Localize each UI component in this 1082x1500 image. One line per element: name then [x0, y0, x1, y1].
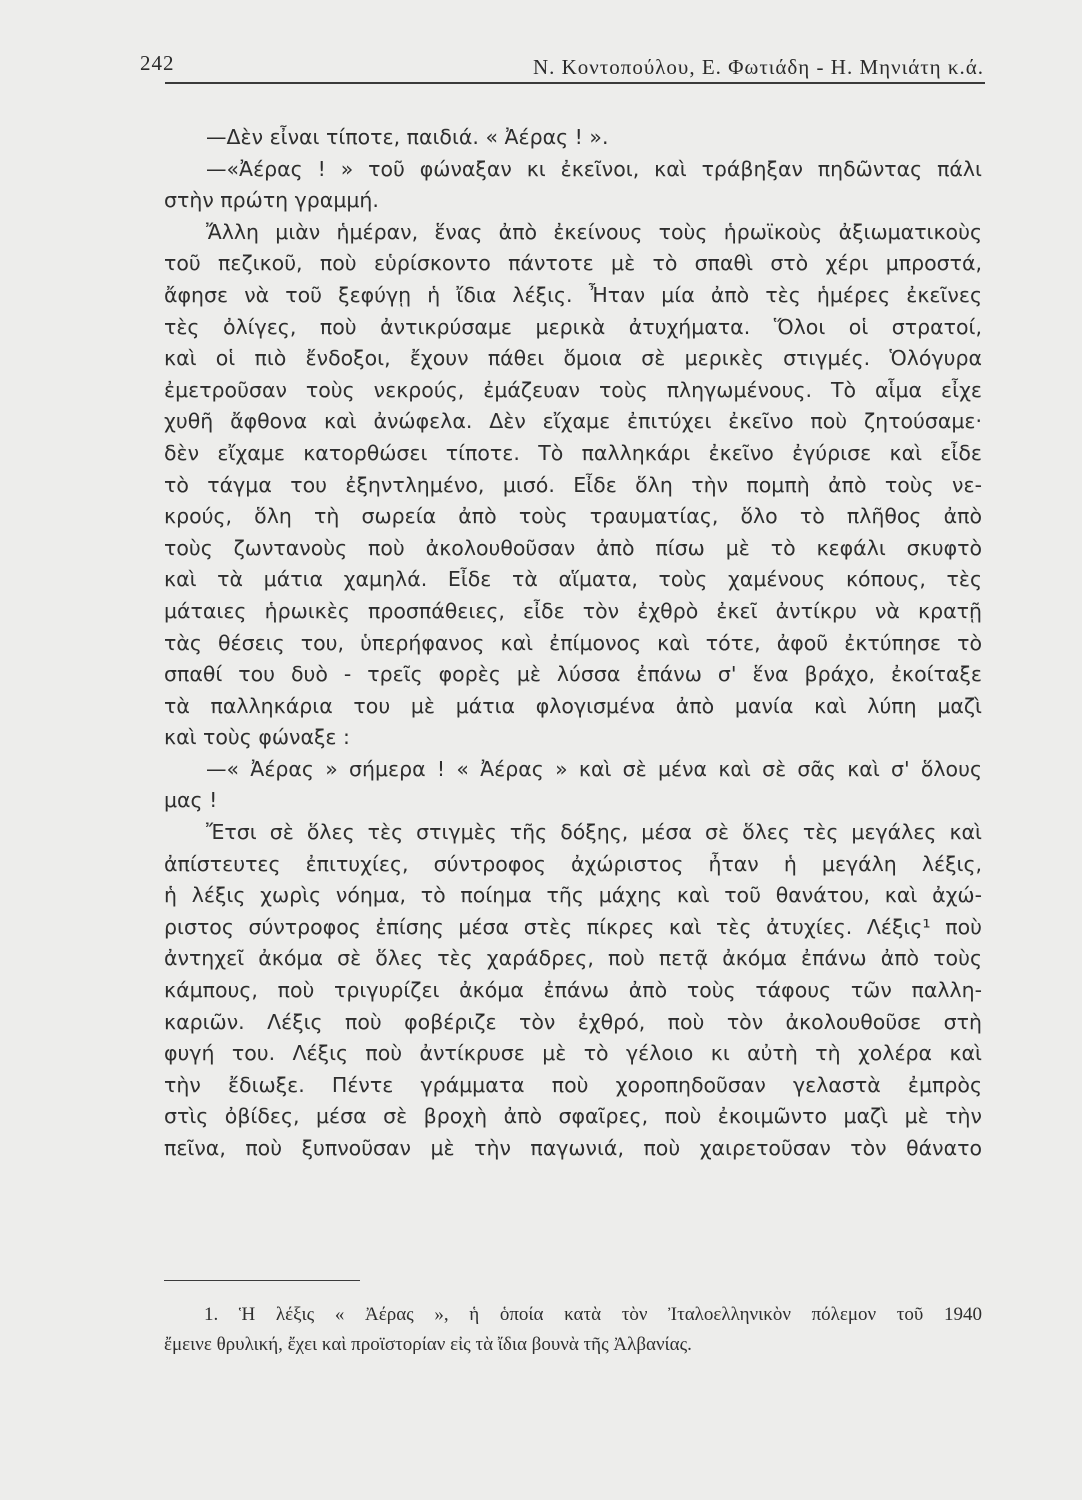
- text-line: δὲν εἴχαμε κατορθώσει τίποτε. Τὸ παλληκάρι ἐκεῖνο ἐγύρισε καὶ εἶδε: [164, 440, 982, 465]
- text-line: Ἄλλη μιὰν ἡμέραν, ἕνας ἀπὸ ἐκείνους τοὺς ἡρωϊκοὺς ἀξιωματικοὺς: [206, 219, 982, 244]
- text-line: τὰς θέσεις του, ὑπερήφανος καὶ ἐπίμονος καὶ τότε, ἀφοῦ ἐκτύπησε τὸ: [164, 630, 982, 655]
- text-line: κρούς, ὅλη τὴ σωρεία ἀπὸ τοὺς τραυματίας, ὅλο τὸ πλῆθος ἀπὸ: [164, 504, 982, 529]
- footnote: [164, 1300, 982, 1360]
- footnote-rule: [164, 1280, 360, 1281]
- text-line: Ἔτσι σὲ ὅλες τὲς στιγμὲς τῆς δόξης, μέσα σὲ ὅλες τὲς μεγάλες καὶ: [206, 820, 982, 845]
- text-line: ἐμετροῦσαν τοὺς νεκρούς, ἐμάζευαν τοὺς πληγωμένους. Τὸ αἷμα εἶχε: [164, 377, 982, 402]
- text-line: τὰ παλληκάρια του μὲ μάτια φλογισμένα ἀπὸ μανία καὶ λύπη μαζὶ: [164, 693, 982, 718]
- page-header: [140, 45, 984, 85]
- text-line: καὶ τοὺς φώναξε :: [164, 725, 350, 750]
- body-text: [164, 122, 982, 1165]
- text-line: καὶ τὰ μάτια χαμηλά. Εἶδε τὰ αἵματα, τοὺς χαμένους κόπους, τὲς: [164, 567, 982, 592]
- text-line: σπαθί του δυὸ - τρεῖς φορὲς μὲ λύσσα ἐπάνω σ' ἕνα βράχο, ἐκοίταξε: [164, 662, 982, 687]
- text-line: στὴν πρώτη γραμμή.: [164, 188, 379, 213]
- text-line: —«Ἀέρας ! » τοῦ φώναξαν κι ἐκεῖνοι, καὶ τράβηξαν πηδῶντας πάλι: [206, 156, 982, 181]
- text-line: μάταιες ἡρωικὲς προσπάθειες, εἶδε τὸν ἐχθρὸ ἐκεῖ ἀντίκρυ νὰ κρατῇ: [164, 598, 982, 623]
- text-line: ριστος σύντροφος ἐπίσης μέσα στὲς πίκρες καὶ τὲς ἀτυχίες. Λέξις¹ ποὺ: [164, 914, 982, 939]
- text-line: τὴν ἔδιωξε. Πέντε γράμματα ποὺ χοροπηδοῦσαν γελαστὰ ἐμπρὸς: [164, 1072, 982, 1097]
- text-line: τοῦ πεζικοῦ, ποὺ εὑρίσκοντο πάντοτε μὲ τὸ σπαθὶ στὸ χέρι μπροστά,: [164, 251, 982, 276]
- text-line: καὶ οἱ πιὸ ἔνδοξοι, ἔχουν πάθει ὅμοια σὲ μερικὲς στιγμές. Ὁλόγυρα: [164, 346, 982, 371]
- text-line: κάμπους, ποὺ τριγυρίζει ἀκόμα ἐπάνω ἀπὸ τοὺς τάφους τῶν παλλη-: [164, 978, 982, 1003]
- text-line: ἀντηχεῖ ἀκόμα σὲ ὅλες τὲς χαράδρες, ποὺ πετᾷ ἀκόμα ἐπάνω ἀπὸ τοὺς: [164, 946, 982, 971]
- text-line: μας !: [164, 788, 218, 813]
- text-line: —« Ἀέρας » σήμερα ! « Ἀέρας » καὶ σὲ μένα καὶ σὲ σᾶς καὶ σ' ὅλους: [206, 756, 982, 781]
- text-line: ἄφησε νὰ τοῦ ξεφύγῃ ἡ ἴδια λέξις. Ἦταν μία ἀπὸ τὲς ἡμέρες ἐκεῖνες: [164, 282, 982, 307]
- text-line: στὶς ὀβίδες, μέσα σὲ βροχὴ ἀπὸ σφαῖρες, ποὺ ἐκοιμῶντο μαζὶ μὲ τὴν: [164, 1104, 982, 1129]
- text-line: πεῖνα, ποὺ ξυπνοῦσαν μὲ τὴν παγωνιά, ποὺ χαιρετοῦσαν τὸν θάνατο: [164, 1136, 982, 1160]
- footnote-line: 1. Ἡ λέξις « Ἀέρας », ἡ ὁποία κατὰ τὸν Ἰταλοελληνικὸν πόλεμον τοῦ 1940: [204, 1304, 982, 1325]
- text-line: ἡ λέξις χωρὶς νόημα, τὸ ποίημα τῆς μάχης καὶ τοῦ θανάτου, καὶ ἀχώ-: [164, 883, 982, 908]
- text-line: τοὺς ζωντανοὺς ποὺ ἀκολουθοῦσαν ἀπὸ πίσω μὲ τὸ κεφάλι σκυφτὸ: [164, 535, 982, 560]
- text-line: ἀπίστευτες ἐπιτυχίες, σύντροφος ἀχώριστος ἦταν ἡ μεγάλη λέξις,: [164, 851, 982, 876]
- text-line: καριῶν. Λέξις ποὺ φοβέριζε τὸν ἐχθρό, ποὺ τὸν ἀκολουθοῦσε στὴ: [164, 1009, 982, 1034]
- text-line: τὸ τάγμα του ἐξηντλημένο, μισό. Εἶδε ὅλη τὴν πομπὴ ἀπὸ τοὺς νε-: [164, 472, 982, 497]
- text-line: φυγή του. Λέξις ποὺ ἀντίκρυσε μὲ τὸ γέλοιο κι αὐτὴ τὴ χολέρα καὶ: [164, 1041, 982, 1066]
- text-line: τὲς ὀλίγες, ποὺ ἀντικρύσαμε μερικὰ ἀτυχήματα. Ὅλοι οἱ στρατοί,: [164, 314, 982, 339]
- footnote-line: ἔμεινε θρυλική, ἔχει καὶ προϊστορίαν εἰς τὰ ἴδια βουνὰ τῆς Ἀλβανίας.: [164, 1334, 692, 1355]
- text-line: —Δὲν εἶναι τίποτε, παιδιά. « Ἀέρας ! ».: [206, 125, 609, 149]
- running-head: Ν. Κοντοπούλου, Ε. Φωτιάδη - Η. Μηνιάτη κ.ά.: [532, 55, 984, 79]
- header-rule: [165, 82, 985, 84]
- text-line: χυθῆ ἄφθονα καὶ ἀνώφελα. Δὲν εἴχαμε ἐπιτύχει ἐκεῖνο ποὺ ζητούσαμε·: [164, 409, 982, 434]
- page-number: 242: [140, 51, 175, 75]
